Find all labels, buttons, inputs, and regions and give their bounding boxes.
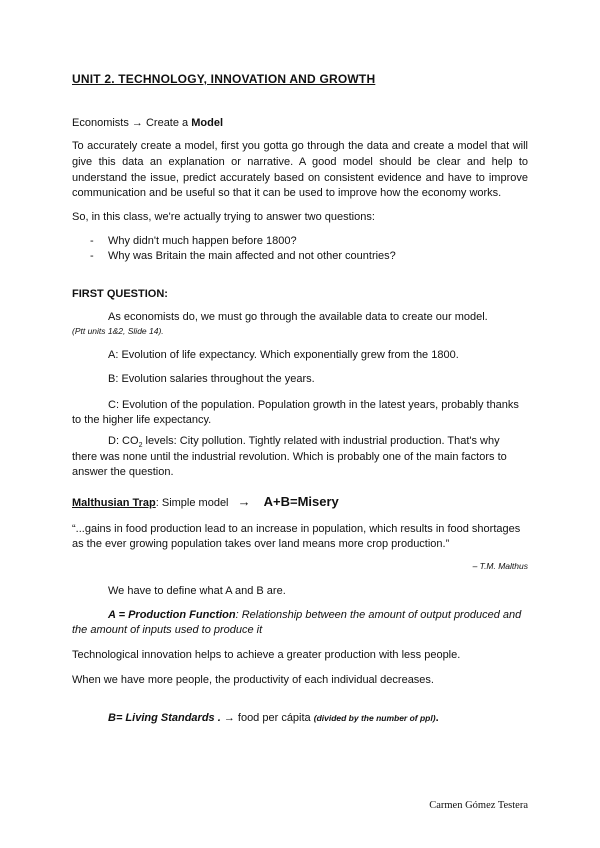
bullet-dash: - — [90, 235, 94, 247]
living-end: . — [435, 712, 439, 724]
production-text: : Relationship between the amount of output produced and — [235, 609, 522, 621]
malthus-arrow: → — [237, 494, 251, 509]
item-c-line1: C: Evolution of the population. Population growth in the latest years, probably thanks — [108, 399, 519, 411]
paragraph-questions: So, in this class, we're actually trying to answer two questions: — [72, 211, 375, 223]
author-signature: Carmen Gómez Testera — [429, 800, 528, 811]
define-ab: We have to define what A and B are. — [108, 585, 286, 597]
malthus-label: Malthusian Trap — [72, 497, 156, 509]
question-2: Why was Britain the main affected and not other countries? — [108, 250, 396, 262]
malthus-line — [72, 494, 339, 511]
paragraph-model: To accurately create a model, first you gotta go through the data and create a model that will give this data an explanation or narrative. A good model should be clear and help to understand the issue, predict accurately based on consistent evidence and have to improve communication and be useful so that it can be used to improve how the economy works. — [72, 140, 528, 200]
first-question-heading: FIRST QUESTION: — [72, 288, 168, 300]
malthus-formula: A+B=Misery — [263, 494, 339, 509]
quote-attribution: – T.M. Malthus — [472, 561, 528, 571]
living-note: (divided by the number of ppl) — [313, 713, 436, 723]
slide-reference: (Ptt units 1&2, Slide 14). — [72, 326, 164, 336]
tech-innovation: Technological innovation helps to achieve a greater production with less people. — [72, 649, 461, 661]
living-arrow: → food per cápita — [220, 712, 314, 724]
question-1: Why didn't much happen before 1800? — [108, 235, 297, 247]
first-question-intro: As economists do, we must go through the available data to create our model. — [108, 311, 488, 323]
item-d-line2: there was none until the industrial revolution. Which is probably one of the main factors to — [72, 451, 507, 463]
item-d-sub: 2 — [138, 442, 143, 450]
item-d-prefix: D: CO — [108, 435, 139, 447]
intro-prefix: Economists → Create a — [72, 117, 192, 129]
item-d-line3: answer the question. — [72, 466, 174, 478]
bullet-dash: - — [90, 250, 94, 262]
production-label: A = Production Function — [108, 609, 236, 621]
production-line1 — [108, 608, 521, 624]
living-standards-line — [108, 710, 439, 726]
item-c-line2: to the higher life expectancy. — [72, 414, 212, 426]
page-title: UNIT 2. TECHNOLOGY, INNOVATION AND GROWTH — [72, 72, 376, 86]
item-a: A: Evolution of life expectancy. Which exponentially grew from the 1800. — [108, 349, 459, 361]
item-b: B: Evolution salaries throughout the years. — [108, 373, 315, 385]
intro-line — [72, 116, 223, 132]
malthus-quote-line2: as the ever growing population takes over land means more crop production.” — [72, 538, 450, 550]
production-line2: the amount of inputs used to produce it — [72, 624, 263, 636]
malthus-quote-line1: “...gains in food production lead to an increase in population, which results in food shortages — [72, 523, 521, 535]
malthus-rest: : Simple model — [155, 497, 229, 509]
intro-model: Model — [191, 117, 223, 129]
productivity-statement: When we have more people, the productivity of each individual decreases. — [72, 674, 434, 686]
living-label: B= Living Standards . — [108, 712, 221, 724]
item-d-rest: levels: City pollution. Tightly related with industrial production. That's why — [142, 435, 500, 447]
